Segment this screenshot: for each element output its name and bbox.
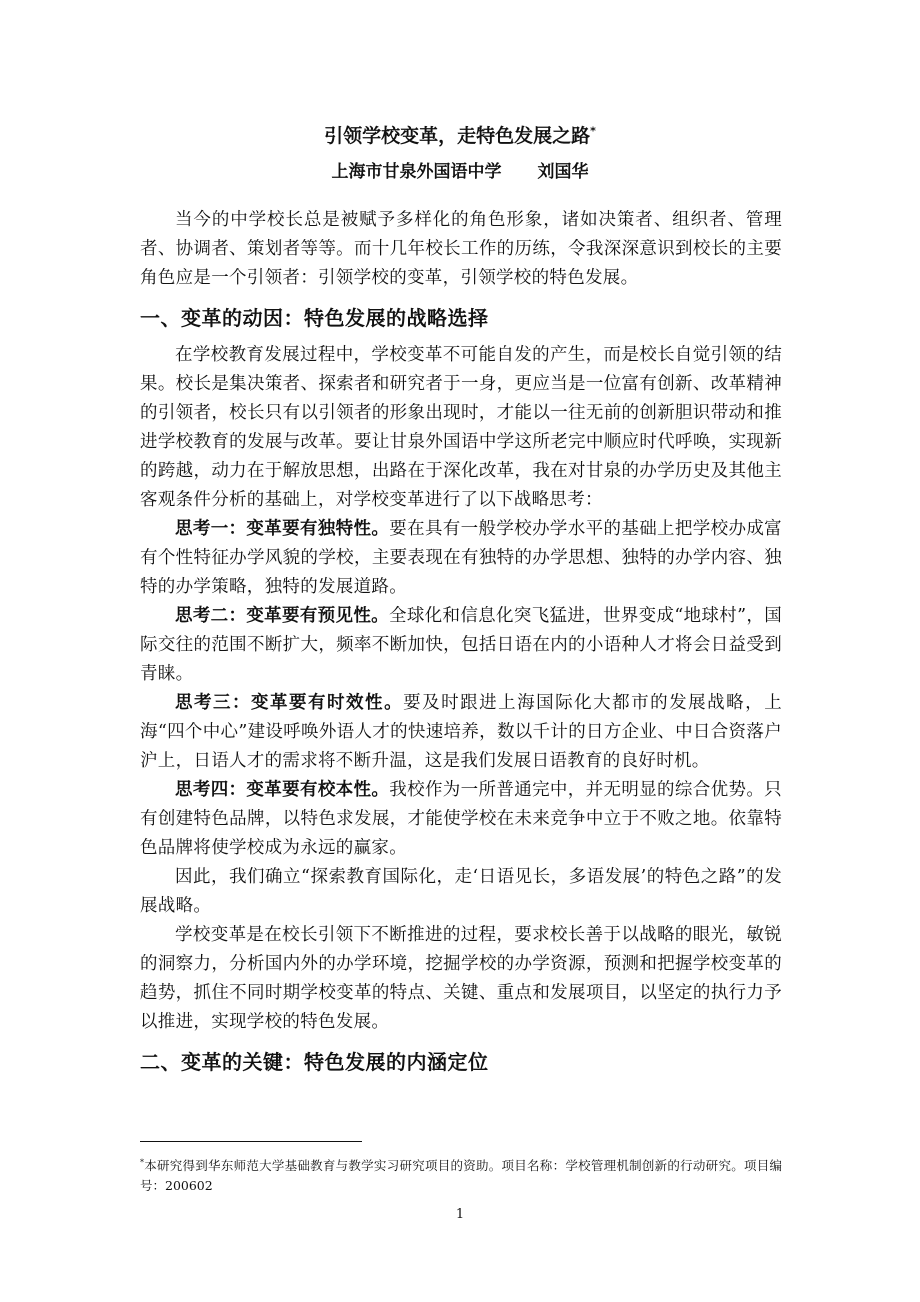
thought-paragraph-1: [140, 515, 782, 602]
section-heading-2: 二、变革的关键：特色发展的内涵定位: [140, 1050, 489, 1074]
footnote-marker: *: [140, 1158, 144, 1167]
thought-label: 思考三：变革要有时效性。: [175, 693, 404, 713]
footnote: [140, 1153, 782, 1196]
thought-text: 我校作为一所普通完中，并无明显的综合优势。只有创建特色品牌，以特色求发展，才能使学校在未来竞争中立于不败之地。依靠特色品牌将使学校成为永远的赢家。: [140, 780, 782, 858]
thought-text: 要在具有一般学校办学水平的基础上把学校办成富有个性特征办学风貌的学校，主要表现在有独特的办学思想、独特的办学内容、独特的办学策略，独特的发展道路。: [140, 519, 782, 597]
thought-paragraph-3: [140, 689, 782, 776]
thought-label: 思考四：变革要有校本性。: [175, 780, 390, 800]
strategy-paragraph: 因此，我们确立“探索教育国际化，走‘日语见长，多语发展’的特色之路”的发展战略。: [140, 867, 782, 916]
document-title: [0, 121, 920, 151]
title-text: 引领学校变革，走特色发展之路: [324, 125, 591, 147]
section-heading-1: 一、变革的动因：特色发展的战略选择: [140, 306, 489, 330]
thought-text: 全球化和信息化突飞猛进，世界变成“地球村”，国际交往的范围不断扩大，频率不断加快，包括日语在内的小语种人才将会日益受到青睐。: [140, 606, 782, 684]
page-number: 1: [455, 1207, 465, 1222]
body-paragraph: 在学校教育发展过程中，学校变革不可能自发的产生，而是校长自觉引领的结果。校长是集决策者、探索者和研究者于一身，更应当是一位富有创新、改革精神的引领者，校长只有以引领者的形象出现时，才能以一往无前的创新胆识带动和推进学校教育的发展与改革。要让甘泉外国语中学这所老完中顺应时代呼唤，实现新的跨越，动力在于解放思想，出路在于深化改革，我在对甘泉的办学历史及其他主客观条件分析的基础上，对学校变革进行了以下战略思考：: [140, 345, 782, 510]
intro-paragraph: 当今的中学校长总是被赋予多样化的角色形象，诸如决策者、组织者、管理者、协调者、策划者等等。而十几年校长工作的历练，令我深深意识到校长的主要角色应是一个引领者：引领学校的变革，引领学校的特色发展。: [140, 210, 782, 288]
thought-paragraph-4: [140, 776, 782, 863]
footnote-text: 本研究得到华东师范大学基础教育与教学实习研究项目的资助。项目名称：学校管理机制创新的行动研究。项目编号：200602: [140, 1158, 782, 1194]
thought-label: 思考二：变革要有预见性。: [175, 606, 389, 626]
author-organization: 上海市甘泉外国语中学: [331, 162, 502, 182]
thought-text: 要及时跟进上海国际化大都市的发展战略，上海“四个中心”建设呼唤外语人才的快速培养，数以千计的日方企业、中日合资落户沪上，日语人才的需求将不断升温，这是我们发展日语教育的良好时机。: [140, 693, 782, 771]
thought-label: 思考一：变革要有独特性。: [175, 519, 390, 539]
summary-paragraph: 学校变革是在校长引领下不断推进的过程，要求校长善于以战略的眼光，敏锐的洞察力，分析国内外的办学环境，挖掘学校的办学资源，预测和把握学校变革的趋势，抓住不同时期学校变革的特点、关键、重点和发展项目，以坚定的执行力予以推进，实现学校的特色发展。: [140, 925, 782, 1032]
author-line: [0, 158, 920, 186]
document-body: [140, 206, 782, 1085]
title-footnote-marker: *: [590, 124, 596, 138]
thought-paragraph-2: [140, 602, 782, 689]
author-name: 刘国华: [537, 162, 589, 182]
footnote-divider: [140, 1141, 362, 1142]
